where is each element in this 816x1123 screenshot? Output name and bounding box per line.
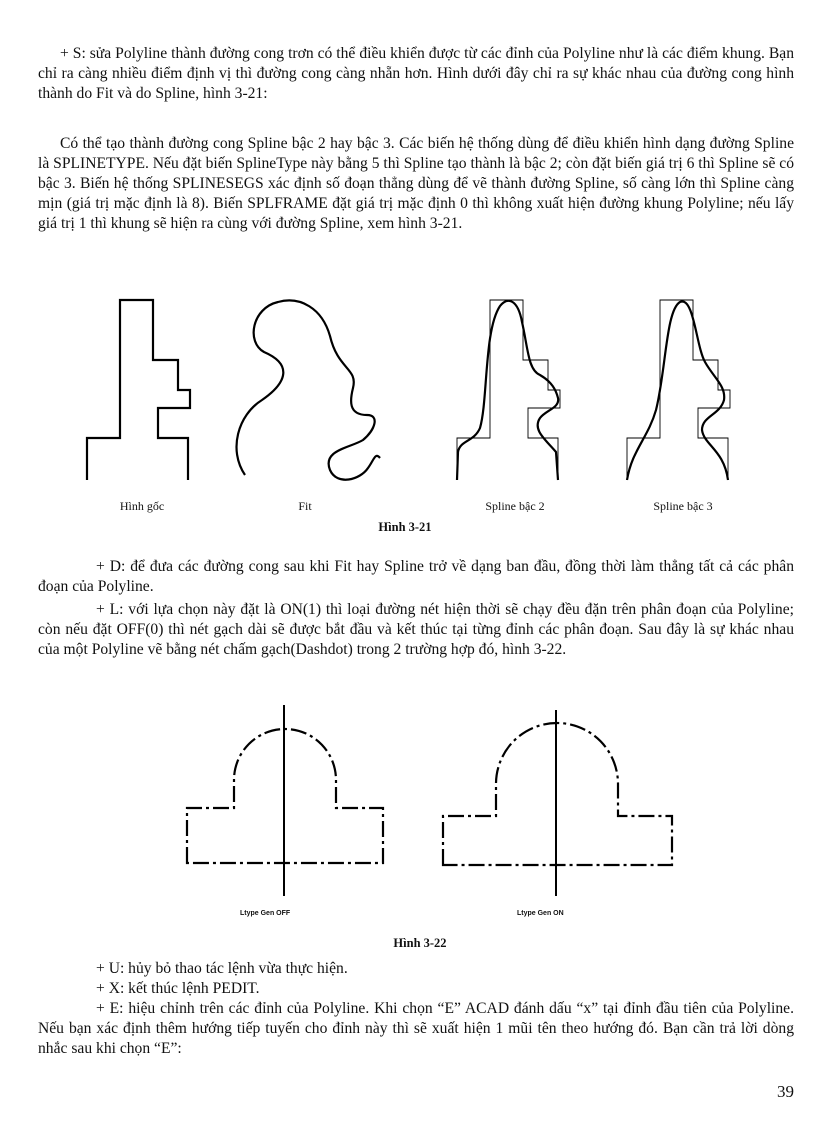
label-ltype-gen-off: Ltype Gen OFF [240, 910, 291, 917]
paragraph-d-option: + D: để đưa các đường cong sau khi Fit hay Spline trở về dạng ban đầu, đồng thời làm thẳng tất cả các phân đoạn của Polyline. [38, 558, 794, 595]
spline2-curve [457, 301, 558, 480]
paragraph-l-option: + L: với lựa chọn này đặt là ON(1) thì loại đường nét hiện thời sẽ chạy đều đặn trên phân đoạn của Polyline; còn nếu đặt OFF(0) thì nét gạch dài sẽ được bắt đầu và kết thúc tại từng đỉnh các phân đoạn. Sau đây là sự khác nhau của một Polyline vẽ bằng nét chấm gạch(Dashdot) trong 2 trường hợp đó, hình 3-22. [38, 601, 794, 658]
spline3-frame [627, 300, 730, 480]
spline2-frame [457, 300, 560, 480]
figure-3-21-title: Hình 3-21 [378, 520, 432, 534]
paragraph-e-option: + E: hiệu chỉnh trên các đỉnh của Polyline. Khi chọn “E” ACAD đánh dấu “x” tại đỉnh đầu tiên của Polyline. Nếu bạn xác định thêm hướng tiếp tuyến cho đỉnh này thì sẽ xuất hiện 1 mũi tên theo hướng đó. Bạn cần trả lời dòng nhắc sau khi chọn “E”: [38, 1000, 794, 1057]
label-spline-3: Spline bậc 3 [653, 499, 713, 513]
fit-curve [237, 300, 380, 479]
spline3-curve [627, 302, 728, 480]
paragraph-x-option: + X: kết thúc lệnh PEDIT. [96, 980, 260, 997]
ltype-gen-on-outline [443, 723, 672, 865]
label-spline-2: Spline bậc 2 [485, 499, 545, 513]
paragraph-u-option: + U: hủy bỏ thao tác lệnh vừa thực hiện. [96, 960, 348, 977]
figure-3-21 [60, 290, 770, 500]
label-fit: Fit [298, 499, 312, 513]
original-polyline [87, 300, 190, 480]
label-ltype-gen-on: Ltype Gen ON [517, 910, 564, 917]
paragraph-spline-info: Có thể tạo thành đường cong Spline bậc 2 hay bậc 3. Các biến hệ thống dùng để điều khiển hình dạng đường Spline là SPLINETYPE. Nếu đặt biến SplineType này bằng 5 thì Spline tạo thành là bậc 2; còn đặt biến giá trị 6 thì Spline sẽ có bậc 3. Biến hệ thống SPLINESEGS xác định số đoạn thẳng dùng để vẽ thành đường Spline, số càng lớn thì Spline càng mịn (giá trị mặc định là 8). Biến SPLFRAME đặt giá trị mặc định 0 thì không xuất hiện đường khung Polyline; nếu lấy giá trị 1 thì khung sẽ hiện ra cùng với đường Spline, xem hình 3-21. [38, 135, 794, 232]
figure-3-22 [170, 700, 690, 910]
label-original: Hình gốc [119, 499, 165, 513]
figure-3-22-title: Hình 3-22 [393, 936, 447, 950]
page-number: 39 [777, 1082, 794, 1101]
paragraph-s-option: + S: sửa Polyline thành đường cong trơn có thể điều khiển được từ các đỉnh của Polyline như là các điểm khung. Bạn chỉ ra càng nhiều điểm định vị thì đường cong càng nhẵn hơn. Hình dưới đây chỉ ra sự khác nhau của đường cong hình thành do Fit và do Spline, hình 3-21: [38, 45, 794, 102]
